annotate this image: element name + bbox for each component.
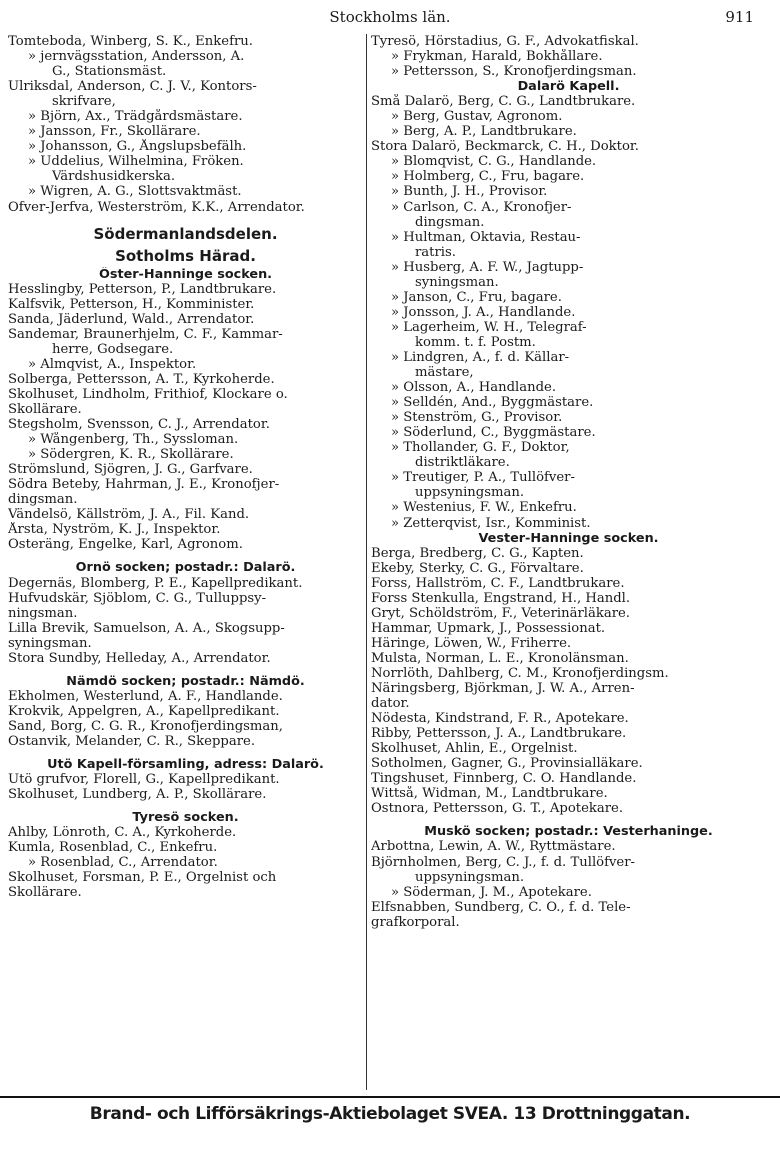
directory-entry-line: Hufvudskär, Sjöblom, C. G., Tulluppsy- [8, 590, 267, 606]
directory-entry-line: » Wångenberg, Th., Syssloman. [28, 432, 239, 448]
directory-entry-line: dator. [371, 696, 410, 712]
directory-entry-line: skrifvare, [52, 94, 116, 110]
directory-entry-line: herre, Godsegare. [52, 341, 174, 357]
directory-entry-line: Degernäs, Blomberg, P. E., Kapellpredikant. [8, 575, 303, 591]
directory-entry-line: » Treutiger, P. A., Tullöfver- [391, 470, 575, 486]
directory-entry-line: » Lagerheim, W. H., Telegraf- [391, 319, 587, 335]
directory-entry-line: » Berg, Gustav, Agronom. [391, 109, 563, 125]
directory-entry-line: Mulsta, Norman, L. E., Kronolänsman. [371, 650, 629, 666]
directory-entry-line: Ahlby, Lönroth, C. A., Kyrkoherde. [8, 825, 237, 841]
directory-entry-line: Stora Sundby, Helleday, A., Arrendator. [8, 650, 271, 666]
directory-entry-line: Strömslund, Sjögren, J. G., Garfvare. [8, 462, 253, 478]
directory-entry-line: Östnora, Pettersson, G. T., Apotekare. [371, 801, 624, 817]
directory-entry-line: Ekeby, Sterky, C. G., Förvaltare. [371, 560, 584, 576]
section-heading: Södermanlandsdelen. [93, 224, 278, 243]
directory-entry-line: Solberga, Pettersson, A. T., Kyrkoherde. [8, 371, 275, 387]
footer-advert-text: Brand- och Lifförsäkrings-Aktiebolaget SVEA. 13 Drottninggatan. [89, 1104, 691, 1124]
directory-entry-line: » Jansson, Fr., Skollärare. [28, 124, 201, 140]
directory-entry-line: » Jonsson, J. A., Handlande. [391, 304, 576, 320]
directory-entry-line: Näringsberg, Björkman, J. W. A., Arren- [371, 681, 635, 697]
advertisement-footer [0, 1096, 780, 1132]
directory-entry-line: Björnholmen, Berg, C. J., f. d. Tullöfver- [371, 854, 635, 870]
section-spacer [8, 749, 363, 757]
directory-entry-line: Stegsholm, Svensson, C. J., Arrendator. [8, 417, 270, 433]
directory-entry-line: Ulriksdal, Anderson, C. J. V., Kontors- [8, 79, 257, 95]
section-spacer [8, 552, 363, 560]
directory-entry-line: » Björn, Ax., Trädgårdsmästare. [28, 109, 243, 125]
directory-entry-line: Lilla Brevik, Samuelson, A. A., Skogsupp- [8, 620, 285, 636]
directory-entry-line: » jernvägsstation, Andersson, A. [28, 49, 245, 65]
section-heading: Sotholms Härad. [115, 246, 256, 265]
directory-entry-line: Häringe, Löwen, W., Friherre. [371, 635, 572, 651]
directory-entry-line: Tomteboda, Winberg, S. K., Enkefru. [8, 34, 253, 49]
directory-entry-line: » Janson, C., Fru, bagare. [391, 289, 562, 305]
directory-entry-line: » Almqvist, A., Inspektor. [28, 356, 197, 372]
right-column [366, 34, 766, 1090]
directory-entry-line: syningsman. [8, 635, 92, 651]
directory-entry-line: Sandemar, Braunerhjelm, C. F., Kammar- [8, 326, 283, 342]
directory-entry-line: uppsyningsman. [415, 869, 525, 885]
directory-entry-line: Sanda, Jäderlund, Wald., Arrendator. [8, 311, 255, 327]
section-spacer [8, 215, 363, 223]
left-column [8, 34, 363, 900]
directory-entry-line: Arbottna, Lewin, A. W., Ryttmästare. [371, 839, 616, 855]
section-heading: Tyresö socken. [132, 810, 239, 826]
directory-entry-line: Skolhuset, Forsman, P. E., Orgelnist och [8, 870, 277, 886]
section-heading: Muskö socken; postadr.: Vesterhaninge. [424, 824, 713, 840]
directory-entry-line: Norrlöth, Dahlberg, C. M., Kronofjerdingsm. [371, 665, 669, 681]
directory-entry-line: » Pettersson, S., Kronofjerdingsman. [391, 64, 637, 80]
directory-entry-line: » Bunth, J. H., Provisor. [391, 184, 548, 200]
directory-entry-line: Hesslingby, Petterson, P., Landtbrukare. [8, 281, 277, 297]
directory-entry-line: Skolhuset, Ahlin, E., Orgelnist. [371, 741, 578, 757]
running-title: Stockholms län. [329, 8, 451, 26]
directory-entry-line: distriktläkare. [415, 455, 510, 471]
directory-entry-line: Södra Beteby, Hahrman, J. E., Kronofjer- [8, 477, 280, 493]
section-heading: Ornö socken; postadr.: Dalarö. [75, 560, 296, 576]
directory-entry-line: komm. t. f. Postm. [415, 334, 536, 350]
directory-entry-line: Gryt, Schöldström, F., Veterinärläkare. [371, 605, 630, 621]
directory-entry-line: » Selldén, And., Byggmästare. [391, 395, 594, 411]
directory-entry-line: Skollärare. [8, 885, 82, 901]
directory-entry-line: Krokvik, Appelgren, A., Kapellpredikant. [8, 703, 280, 719]
directory-entry-line: » Uddelius, Wilhelmina, Fröken. [28, 154, 244, 170]
directory-entry-line: Österäng, Engelke, Karl, Agronom. [8, 537, 243, 553]
directory-entry-line: Berga, Bredberg, C. G., Kapten. [371, 545, 584, 561]
directory-entry-line: Ribby, Pettersson, J. A., Landtbrukare. [371, 726, 627, 742]
directory-entry-line: Forss Stenkulla, Engstrand, H., Handl. [371, 590, 631, 606]
directory-entry-line: dingsman. [8, 492, 78, 508]
directory-entry-line: » Blomqvist, C. G., Handlande. [391, 154, 597, 170]
directory-entry-line: » Lindgren, A., f. d. Källar- [391, 349, 570, 365]
directory-entry-line: Ekholmen, Westerlund, A. F., Handlande. [8, 688, 283, 704]
directory-entry-line: Små Dalarö, Berg, C. G., Landtbrukare. [371, 94, 636, 110]
directory-entry-line: Elfsnabben, Sundberg, C. O., f. d. Tele- [371, 899, 631, 915]
directory-entry-line: » Thollander, G. F., Doktor, [391, 440, 570, 456]
directory-entry-line: » Södergren, K. R., Skollärare. [28, 447, 234, 463]
directory-entry-line: ningsman. [8, 605, 78, 621]
directory-entry-line: Utö grufvor, Florell, G., Kapellpredikant. [8, 772, 280, 788]
directory-entry-line: » Olsson, A., Handlande. [391, 380, 557, 396]
directory-entry-line: » Zetterqvist, Isr., Komminist. [391, 515, 591, 531]
section-spacer [8, 666, 363, 674]
directory-entry-line: syningsman. [415, 274, 499, 290]
directory-entry-line: Hammar, Upmark, J., Possessionat. [371, 620, 606, 636]
page-number: 911 [725, 8, 754, 26]
page-header [0, 6, 780, 30]
directory-entry-line: » Söderman, J. M., Apotekare. [391, 884, 592, 900]
directory-entry-line: Vändelsö, Källström, J. A., Fil. Kand. [8, 507, 250, 523]
directory-entry-line: » Wigren, A. G., Slottsvaktmäst. [28, 184, 242, 200]
directory-entry-line: Stora Dalarö, Beckmarck, C. H., Doktor. [371, 139, 639, 155]
directory-entry-line: grafkorporal. [371, 914, 460, 930]
directory-entry-line: » Berg, A. P., Landtbrukare. [391, 124, 577, 140]
directory-entry-line: » Johansson, G., Ångslupsbefälh. [28, 139, 247, 155]
directory-entry-line: Skolhuset, Lindholm, Frithiof, Klockare o. [8, 386, 288, 402]
directory-entry-line: G., Stationsmäst. [52, 64, 167, 80]
section-heading: Öster-Hanninge socken. [98, 266, 273, 282]
directory-entry-line: ratris. [415, 244, 456, 260]
section-heading: Vester-Hanninge socken. [478, 530, 659, 546]
directory-entry-line: Årsta, Nyström, K. J., Inspektor. [8, 522, 221, 538]
directory-entry-line: » Frykman, Harald, Bokhållare. [391, 49, 603, 65]
directory-entry-line: Östanvik, Melander, C. R., Skeppare. [8, 733, 256, 749]
directory-entry-line: Wittså, Widman, M., Landtbrukare. [371, 786, 608, 802]
directory-entry-line: » Hultman, Oktavia, Restau- [391, 229, 581, 245]
directory-entry-line: Nödesta, Kindstrand, F. R., Apotekare. [371, 711, 629, 727]
directory-entry-line: Kalfsvik, Petterson, H., Komminister. [8, 296, 255, 312]
directory-entry-line: dingsman. [415, 214, 485, 230]
section-heading: Utö Kapell-församling, adress: Dalarö. [47, 757, 324, 773]
directory-entry-line: Skolhuset, Lundberg, A. P., Skollärare. [8, 787, 267, 803]
section-heading: Dalarö Kapell. [517, 79, 620, 95]
directory-entry-line: Sand, Borg, C. G. R., Kronofjerdingsman, [8, 718, 283, 734]
directory-entry-line: » Holmberg, C., Fru, bagare. [391, 169, 585, 185]
directory-entry-line: Tingshuset, Finnberg, C. O. Handlande. [371, 771, 637, 787]
directory-entry-line: Öfver-Jerfva, Westerström, K.K., Arrendator. [8, 199, 305, 215]
section-spacer [371, 816, 766, 824]
directory-entry-line: Forss, Hallström, C. F., Landtbrukare. [371, 575, 625, 591]
directory-entry-line: » Rosenblad, C., Arrendator. [28, 855, 218, 871]
directory-entry-line: Värdshusidkerska. [52, 169, 176, 185]
directory-entry-line: Kumla, Rosenblad, C., Enkefru. [8, 840, 218, 856]
directory-entry-line: » Westenius, F. W., Enkefru. [391, 500, 577, 516]
directory-entry-line: » Stenström, G., Provisor. [391, 410, 563, 426]
directory-entry-line: » Carlson, C. A., Kronofjer- [391, 199, 572, 215]
directory-entry-line: mästare, [415, 365, 474, 381]
section-spacer [8, 802, 363, 810]
directory-entry-line: Sotholmen, Gagner, G., Provinsialläkare. [371, 756, 643, 772]
section-heading: Nämdö socken; postadr.: Nämdö. [66, 673, 305, 689]
directory-entry-line: » Söderlund, C., Byggmästare. [391, 425, 596, 441]
directory-entry-line: Skollärare. [8, 401, 82, 417]
directory-entry-line: » Husberg, A. F. W., Jagtupp- [391, 259, 584, 275]
directory-entry-line: uppsyningsman. [415, 485, 525, 501]
directory-entry-line: Tyresö, Hörstadius, G. F., Advokatfiskal. [371, 34, 639, 49]
